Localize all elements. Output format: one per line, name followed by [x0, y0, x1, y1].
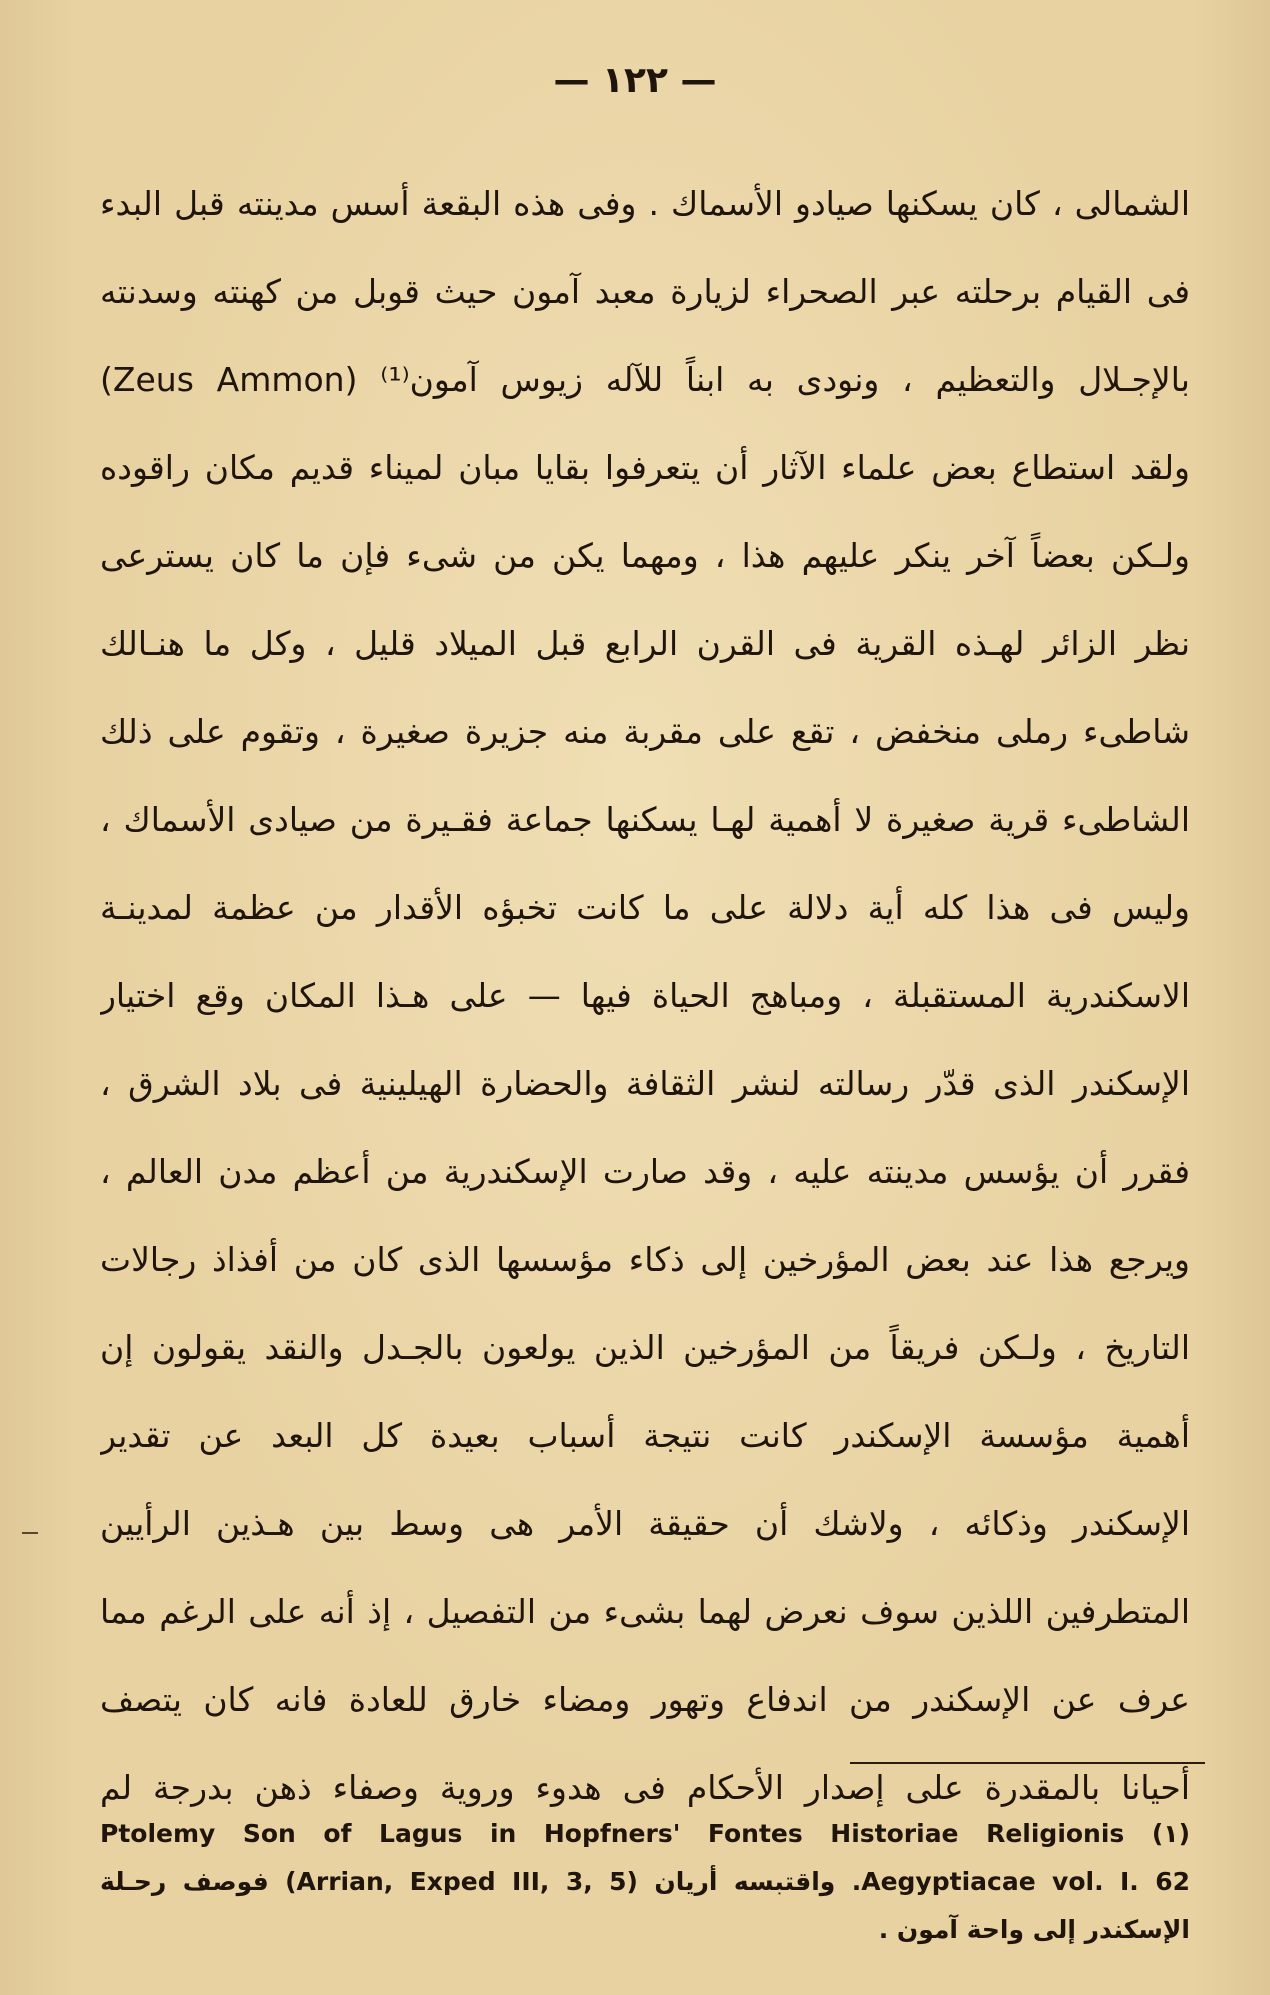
text-line: شاطىء رملى منخفض ، تقع على مقربة منه جزيرة صغيرة ، وتقوم على ذلك — [100, 712, 1190, 751]
footnote-line: Ptolemy Son of Lagus in Hopfners' Fontes Historiae Religionis (١) — [100, 1819, 1190, 1848]
text-line: نظر الزائر لهـذه القرية فى القرن الرابع قبل الميلاد قليل ، وكل ما هنـالك — [100, 624, 1190, 663]
text-line: عرف عن الإسكندر من اندفاع وتهور ومضاء خارق للعادة فانه كان يتصف — [100, 1680, 1190, 1719]
text-line: الشاطىء قرية صغيرة لا أهمية لهـا يسكنها جماعة فقـيرة من صيادى الأسماك ، — [100, 800, 1190, 839]
text-line: الاسكندرية المستقبلة ، ومباهج الحياة فيها — على هـذا المكان وقع اختيار — [100, 976, 1190, 1015]
text-line: فقرر أن يؤسس مدينته عليه ، وقد صارت الإسكندرية من أعظم مدن العالم ، — [100, 1152, 1190, 1191]
footnote-line: Aegyptiacae vol. I. 62. واقتبسه أريان (Arrian, Exped III, 3, 5) فوصف رحـلة — [100, 1867, 1190, 1896]
text-line: ولقد استطاع بعض علماء الآثار أن يتعرفوا بقايا مبان لميناء قديم مكان راقوده — [100, 448, 1190, 487]
margin-mark — [22, 1532, 38, 1534]
page-number: — ١٢٢ — — [553, 60, 717, 101]
text-line: أهمية مؤسسة الإسكندر كانت نتيجة أسباب بعيدة كل البعد عن تقدير — [100, 1416, 1190, 1455]
text-line: فى القيام برحلته عبر الصحراء لزيارة معبد آمون حيث قوبل من كهنته وسدنته — [100, 272, 1190, 311]
text-line: التاريخ ، ولـكن فريقاً من المؤرخين الذين يولعون بالجـدل والنقد يقولون إن — [100, 1328, 1190, 1367]
footnote-line: الإسكندر إلى واحة آمون . — [878, 1915, 1190, 1944]
text-line: ولـكن بعضاً آخر ينكر عليهم هذا ، ومهما يكن من شىء فإن ما كان يسترعى — [100, 536, 1190, 575]
text-line: الإسكندر وذكائه ، ولاشك أن حقيقة الأمر هى وسط بين هـذين الرأيين — [100, 1504, 1190, 1543]
text-line: الإسكندر الذى قدّر رسالته لنشر الثقافة والحضارة الهيلينية فى بلاد الشرق ، — [100, 1064, 1190, 1103]
text-line: المتطرفين اللذين سوف نعرض لهما بشىء من التفصيل ، إذ أنه على الرغم مما — [100, 1592, 1190, 1631]
body-text — [100, 160, 1190, 1832]
footnotes — [100, 1810, 1190, 1954]
text-line: وليس فى هذا كله أية دلالة على ما كانت تخبؤه الأقدار من عظمة لمدينـة — [100, 888, 1190, 927]
text-line: الشمالى ، كان يسكنها صيادو الأسماك . وفى هذه البقعة أسس مدينته قبل البدء — [100, 184, 1190, 223]
text-line: بالإجـلال والتعظيم ، ونودى به ابناً للآله زيوس آمون⁽¹⁾ (Zeus Ammon) — [100, 360, 1190, 399]
text-line: أحيانا بالمقدرة على إصدار الأحكام فى هدوء وروية وصفاء ذهن بدرجة لم — [100, 1768, 1190, 1807]
footnote-divider — [850, 1762, 1205, 1764]
text-line: ويرجع هذا عند بعض المؤرخين إلى ذكاء مؤسسها الذى كان من أفذاذ رجالات — [100, 1240, 1190, 1279]
